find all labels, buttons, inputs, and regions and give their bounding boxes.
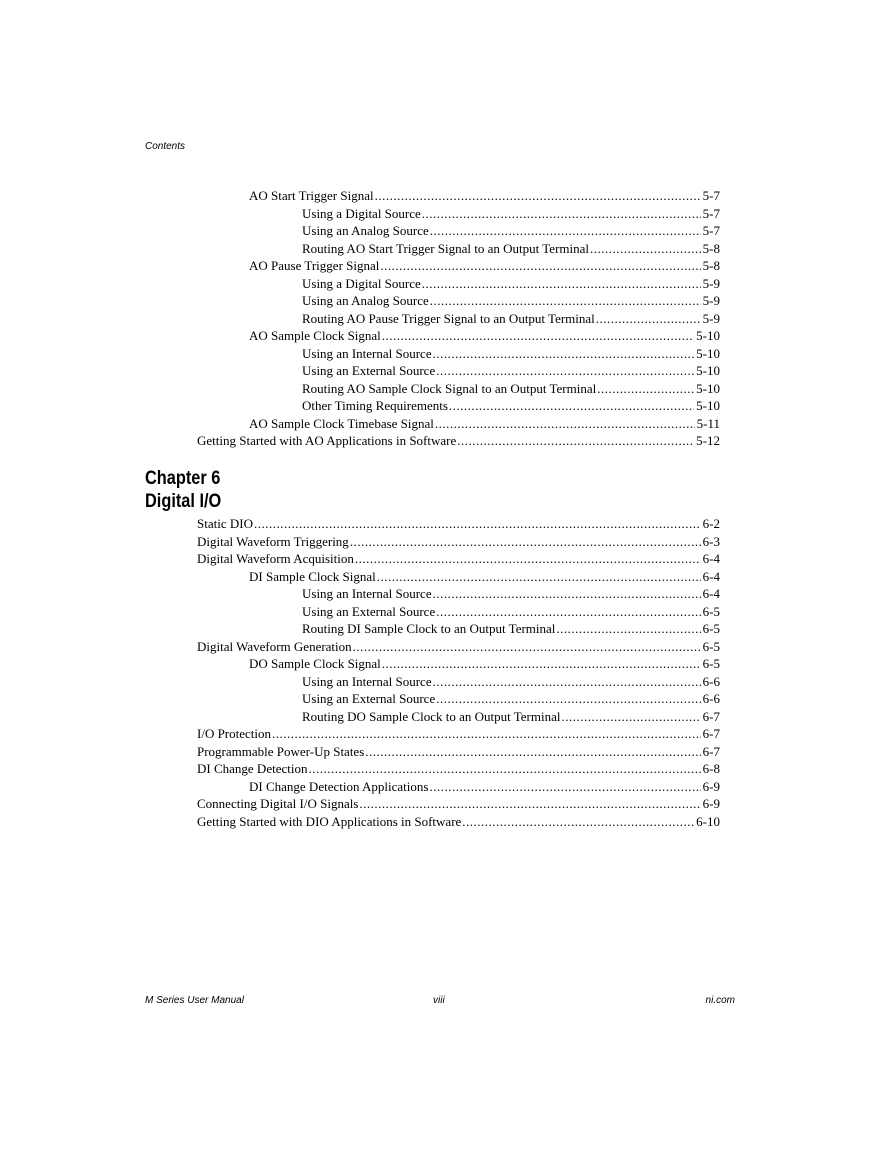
toc-entry[interactable] <box>302 275 720 293</box>
toc-entry[interactable] <box>249 187 720 205</box>
toc-dot-leader <box>457 432 694 450</box>
toc-entry-title: Digital Waveform Acquisition <box>197 551 354 566</box>
toc-entry-page: 6-9 <box>702 796 720 811</box>
toc-entry-title: Getting Started with DIO Applications in Software <box>197 813 462 829</box>
toc-entry-title: DI Sample Clock Signal <box>249 568 376 584</box>
toc-entry[interactable] <box>249 655 720 673</box>
toc-entry-title: DO Sample Clock Signal <box>249 656 381 671</box>
toc-entry-title: Using a Digital Source <box>302 205 421 221</box>
toc-dot-leader <box>590 240 701 258</box>
toc-dot-leader <box>436 603 700 621</box>
toc-entry-title: Routing DO Sample Clock to an Output Terminal <box>302 708 561 724</box>
toc-entry[interactable] <box>197 638 720 656</box>
toc-entry-title: I/O Protection <box>197 726 272 741</box>
toc-entry-title: Using an Analog Source <box>302 293 429 308</box>
toc-entry-page: 6-5 <box>702 638 720 654</box>
toc-entry-page: 5-10 <box>696 328 720 343</box>
toc-dot-leader <box>561 708 700 726</box>
toc-entry[interactable] <box>302 380 720 398</box>
toc-entry-title: Digital Waveform Triggering <box>197 533 349 549</box>
toc-dot-leader <box>597 380 694 398</box>
toc-entry[interactable] <box>249 415 720 433</box>
toc-dot-leader <box>596 310 701 328</box>
toc-entry-title: Using an External Source <box>302 691 436 706</box>
toc-entry-page: 5-10 <box>696 345 720 361</box>
toc-entry[interactable] <box>197 432 720 450</box>
toc-entry-title: Using an Analog Source <box>302 223 429 238</box>
toc-entry-page: 5-7 <box>702 205 720 221</box>
toc-entry-page: 6-5 <box>702 656 720 671</box>
toc-entry-page: 5-9 <box>702 293 720 308</box>
toc-entry-page: 6-4 <box>702 551 720 566</box>
toc-dot-leader <box>380 257 700 275</box>
toc-entry[interactable] <box>302 240 720 258</box>
toc-entry[interactable] <box>197 760 720 778</box>
toc-dot-leader <box>254 515 701 533</box>
toc-entry-page: 6-2 <box>702 516 720 531</box>
toc-dot-leader <box>433 585 701 603</box>
running-header: Contents <box>145 141 186 152</box>
toc-entry-title: Other Timing Requirements <box>302 398 448 413</box>
toc-dot-leader <box>436 362 694 380</box>
toc-entry[interactable] <box>302 585 720 603</box>
toc-entry[interactable] <box>302 397 720 415</box>
toc-entry-title: Routing AO Sample Clock Signal to an Output Terminal <box>302 380 597 396</box>
toc-dot-leader <box>433 673 701 691</box>
toc-entry-title: AO Pause Trigger Signal <box>249 258 380 273</box>
toc-entry[interactable] <box>302 222 720 240</box>
toc-entry-page: 6-4 <box>702 568 720 584</box>
toc-entry-title: Using an External Source <box>302 603 436 619</box>
toc-entry[interactable] <box>249 327 720 345</box>
toc-entry-title: Using a Digital Source <box>302 275 421 291</box>
toc-entry[interactable] <box>302 362 720 380</box>
toc-entry-page: 6-10 <box>696 813 720 829</box>
toc-entry-page: 6-3 <box>702 533 720 549</box>
toc-entry-title: Static DIO <box>197 516 253 531</box>
toc-entry-page: 5-9 <box>702 310 720 326</box>
toc-entry[interactable] <box>197 725 720 743</box>
toc-dot-leader <box>375 187 701 205</box>
toc-dot-leader <box>429 778 700 796</box>
toc-entry-page: 5-7 <box>702 223 720 238</box>
toc-dot-leader <box>377 568 701 586</box>
toc-entry-title: Using an External Source <box>302 363 436 378</box>
toc-dot-leader <box>430 292 701 310</box>
toc-entry-page: 5-11 <box>696 415 720 431</box>
toc-entry-title: Using an Internal Source <box>302 673 432 689</box>
toc-entry[interactable] <box>302 708 720 726</box>
toc-entry-page: 6-6 <box>702 673 720 689</box>
toc-dot-leader <box>272 725 701 743</box>
toc-entry[interactable] <box>302 345 720 363</box>
toc-entry-title: Using an Internal Source <box>302 586 432 601</box>
toc-dot-leader <box>359 795 700 813</box>
toc-dot-leader <box>430 222 701 240</box>
toc-entry-page: 5-8 <box>702 240 720 256</box>
toc-entry[interactable] <box>249 778 720 796</box>
toc-dot-leader <box>433 345 695 363</box>
toc-entry-title: Routing DI Sample Clock to an Output Terminal <box>302 621 556 636</box>
toc-entry-page: 5-12 <box>696 433 720 448</box>
toc-entry-title: Programmable Power-Up States <box>197 743 365 759</box>
toc-dot-leader <box>422 275 701 293</box>
toc-entry-title: Using an Internal Source <box>302 345 432 361</box>
toc-entry-page: 5-10 <box>696 398 720 413</box>
toc-entry[interactable] <box>302 310 720 328</box>
toc-dot-leader <box>462 813 694 831</box>
toc-entry-page: 6-7 <box>702 726 720 741</box>
toc-dot-leader <box>422 205 701 223</box>
footer-manual-title: M Series User Manual <box>145 995 244 1006</box>
toc-dot-leader <box>382 327 694 345</box>
toc-dot-leader <box>355 550 701 568</box>
toc-entry-title: AO Start Trigger Signal <box>249 188 374 203</box>
toc-entry-page: 5-10 <box>696 363 720 378</box>
toc-entry-page: 6-6 <box>702 691 720 706</box>
toc-entry[interactable] <box>302 673 720 691</box>
toc-dot-leader <box>382 655 701 673</box>
toc-dot-leader <box>308 760 700 778</box>
toc-entry[interactable] <box>197 515 720 533</box>
toc-entry-title: Routing AO Pause Trigger Signal to an Output Terminal <box>302 310 595 326</box>
toc-entry-title: AO Sample Clock Signal <box>249 328 381 343</box>
chapter-number: Chapter 6 <box>145 468 221 489</box>
toc-dot-leader <box>449 397 694 415</box>
toc-dot-leader <box>365 743 700 761</box>
toc-entry-page: 5-8 <box>702 258 720 273</box>
toc-entry[interactable] <box>197 795 720 813</box>
toc-entry[interactable] <box>302 603 720 621</box>
toc-entry[interactable] <box>302 620 720 638</box>
toc-entry-page: 6-4 <box>702 586 720 601</box>
toc-entry-page: 5-7 <box>702 188 720 203</box>
toc-entry[interactable] <box>197 550 720 568</box>
footer-page-number: viii <box>433 995 445 1006</box>
toc-entry-title: Getting Started with AO Applications in Software <box>197 433 457 448</box>
toc-dot-leader <box>436 690 700 708</box>
toc-entry[interactable] <box>302 292 720 310</box>
toc-dot-leader <box>556 620 700 638</box>
toc-entry-title: AO Sample Clock Timebase Signal <box>249 415 434 431</box>
toc-entry[interactable] <box>197 533 720 551</box>
toc-entry[interactable] <box>302 690 720 708</box>
toc-entry-title: Connecting Digital I/O Signals <box>197 796 359 811</box>
toc-entry[interactable] <box>249 257 720 275</box>
toc-entry[interactable] <box>197 743 720 761</box>
toc-entry-title: Routing AO Start Trigger Signal to an Output Terminal <box>302 240 590 256</box>
toc-entry-page: 5-10 <box>696 380 720 396</box>
footer-website: ni.com <box>705 995 735 1006</box>
toc-entry-page: 5-9 <box>702 275 720 291</box>
toc-entry-page: 6-5 <box>702 621 720 636</box>
toc-entry-page: 6-7 <box>702 743 720 759</box>
toc-entry[interactable] <box>197 813 720 831</box>
toc-entry[interactable] <box>302 205 720 223</box>
toc-entry-page: 6-9 <box>702 778 720 794</box>
toc-entry-page: 6-7 <box>702 708 720 724</box>
toc-entry-page: 6-8 <box>702 761 720 776</box>
toc-entry-page: 6-5 <box>702 603 720 619</box>
chapter-title: Digital I/O <box>145 491 222 512</box>
toc-dot-leader <box>435 415 695 433</box>
chapter-heading <box>145 467 221 513</box>
toc-entry-title: Digital Waveform Generation <box>197 638 352 654</box>
toc-dot-leader <box>353 638 701 656</box>
toc-entry[interactable] <box>249 568 720 586</box>
toc-entry-title: DI Change Detection Applications <box>249 778 429 794</box>
toc-dot-leader <box>350 533 701 551</box>
toc-entry-title: DI Change Detection <box>197 761 308 776</box>
